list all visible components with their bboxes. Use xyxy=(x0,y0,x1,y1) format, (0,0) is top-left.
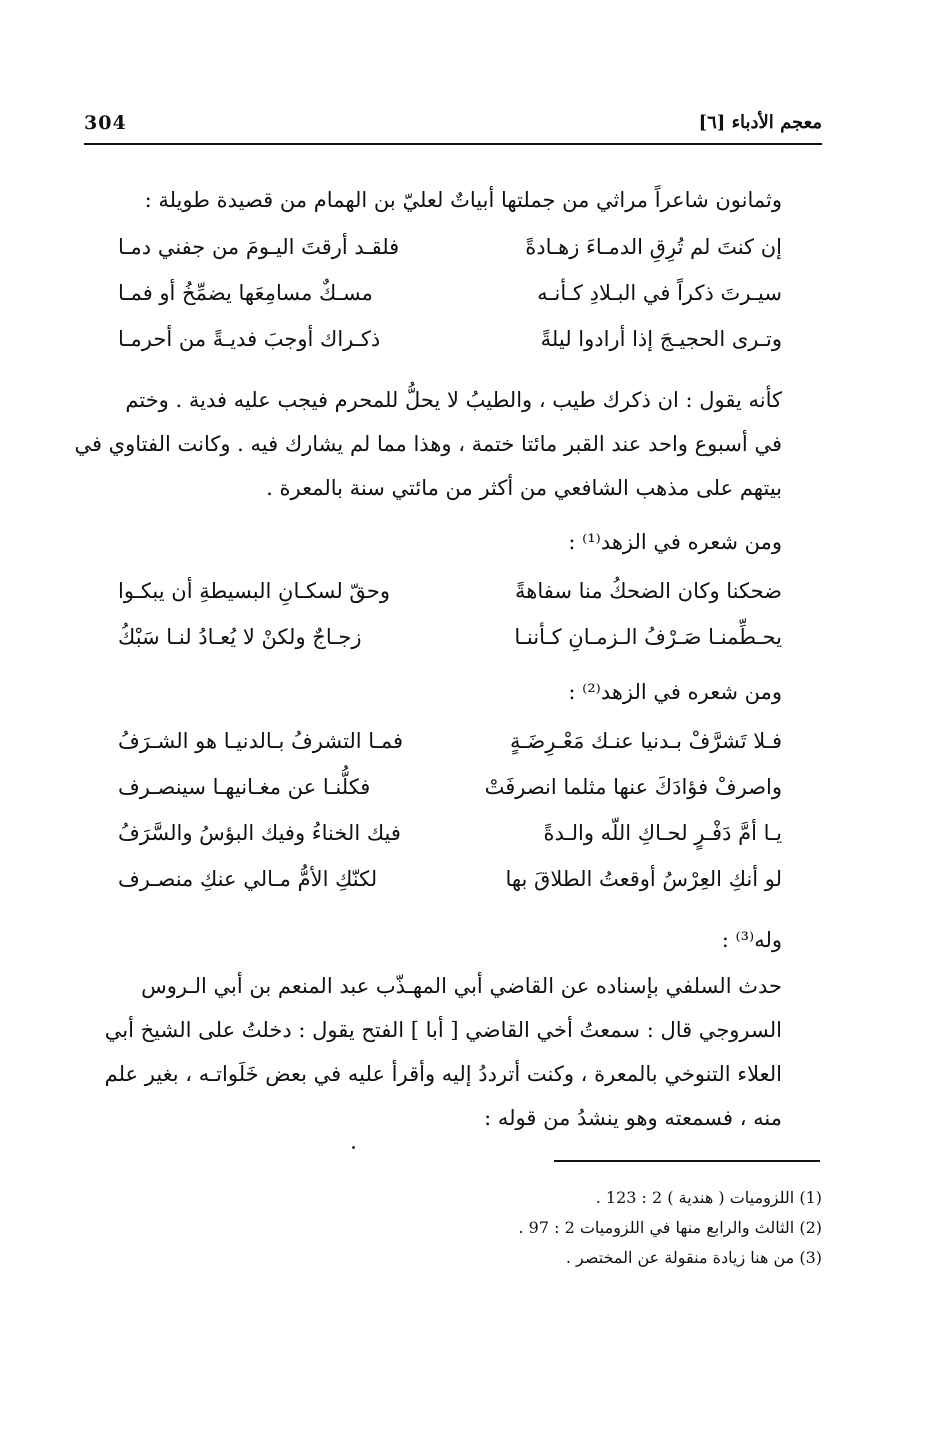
verse xyxy=(118,856,782,902)
footnote: (3) من هنا زيادة منقولة عن المختصر . xyxy=(565,1248,822,1267)
hemistich-second: فيك الخناءُ وفيك البؤسُ والسَّرَفُ xyxy=(118,821,401,845)
hemistich-second: ذكـراك أوجبَ فديـةً من أحرمـا xyxy=(118,327,381,351)
hemistich-first: واصرفْ فؤادَكَ عنها مثلما انصرفَتْ xyxy=(484,775,782,799)
hemistich-first: ضحكنا وكان الضحكُ منا سفاهةً xyxy=(514,579,782,603)
hemistich-second: وحقّ لسكـانِ البسيطةِ أن يبكـوا xyxy=(118,579,391,603)
paragraph-line: في أسبوع واحد عند القبر مائتا ختمة ، وهذا مما لم يشارك فيه . وكانت الفتاوي في xyxy=(74,432,782,456)
poem-zuhd-1 xyxy=(118,568,782,660)
hemistich-first: فـلا تَشرَّفْ بـدنيا عنـك مَعْـرِضَـةٍ xyxy=(509,729,782,753)
hemistich-first: يحـطِّمنـا صَـرْفُ الـزمـانِ كـأننـا xyxy=(514,625,782,649)
poem-elegy xyxy=(118,224,782,362)
page-header xyxy=(84,112,822,142)
verse xyxy=(118,568,782,614)
verse xyxy=(118,718,782,764)
footnote: (1) اللزوميات ( هندية ) 2 : 123 . xyxy=(595,1188,822,1207)
hemistich-first: لو أنكِ العِرْسُ أوقعتُ الطلاقَ بها xyxy=(505,867,782,891)
hemistich-second: مسـكٌ مسامِعَها يضمِّخُ أو فمـا xyxy=(118,281,373,305)
poem-zuhd-2 xyxy=(118,718,782,902)
scan-speck xyxy=(352,1146,355,1149)
verse xyxy=(118,270,782,316)
paragraph-line: كأنه يقول : ان ذكرك طيب ، والطيبُ لا يحلُّ للمحرم فيجب عليه فدية . وختم xyxy=(125,388,782,412)
paragraph-line: منه ، فسمعته وهو ينشدُ من قوله : xyxy=(484,1106,782,1130)
hemistich-second: فمـا التشرفُ بـالدنيـا هو الشـرَفُ xyxy=(118,729,404,753)
hemistich-second: فكلُّنـا عن مغـانيهـا سينصـرف xyxy=(118,775,371,799)
hemistich-first: إن كنتَ لم تُرِقِ الدمـاءَ زهـادةً xyxy=(525,235,782,259)
verse xyxy=(118,316,782,362)
paragraph-line: السروجي قال : سمعتُ أخي القاضي [ أبا ] الفتح يقول : دخلتُ على الشيخ أبي xyxy=(104,1018,782,1042)
intro-line: وثمانون شاعراً مراثي من جملتها أبياتٌ لعليّ بن الهمام من قصيدة طويلة : xyxy=(144,188,782,212)
hemistich-first: يـا أمَّ دَفْـرٍ لحـاكِ اللّه والـدةً xyxy=(543,821,782,845)
hemistich-second: لكنّكِ الأمُّ مـالي عنكِ منصـرف xyxy=(118,867,378,891)
paragraph-line: حدث السلفي بإسناده عن القاضي أبي المهـذّب عبد المنعم بن أبي الـروس xyxy=(141,974,782,998)
page-number: 304 xyxy=(84,112,127,134)
running-title: معجم الأدباء [٦] xyxy=(698,112,822,133)
header-rule xyxy=(84,143,822,145)
paragraph-line: العلاء التنوخي بالمعرة ، وكنت أترددُ إليه وأقرأ عليه في بعض خَلَواتـه ، بغير علم xyxy=(104,1062,782,1086)
footnote-rule xyxy=(554,1160,820,1162)
paragraph-line: بيتهم على مذهب الشافعي من أكثر من مائتي سنة بالمعرة . xyxy=(266,476,782,500)
hemistich-first: وتـرى الحجيـجَ إذا أرادوا ليلةً xyxy=(540,327,782,351)
footnote: (2) الثالث والرابع منها في اللزوميات 2 : 97 . xyxy=(518,1218,822,1237)
section-intro-zuhd-1: ومن شعره في الزهد⁽¹⁾ : xyxy=(568,530,782,554)
verse xyxy=(118,614,782,660)
commentary-paragraph xyxy=(74,378,782,510)
verse xyxy=(118,764,782,810)
hemistich-first: سيـرتَ ذكراً في البـلادِ كـأنـه xyxy=(537,281,782,305)
hemistich-second: فلقـد أرقتَ اليـومَ من جفني دمـا xyxy=(118,235,400,259)
verse xyxy=(118,224,782,270)
verse xyxy=(118,810,782,856)
section-intro-wa-lahu: وله⁽³⁾ : xyxy=(721,928,782,952)
footnotes xyxy=(300,1183,822,1273)
narrative-paragraph xyxy=(78,964,782,1140)
hemistich-second: زجـاجٌ ولكنْ لا يُعـادُ لنـا سَبْكُ xyxy=(118,625,362,649)
section-intro-zuhd-2: ومن شعره في الزهد⁽²⁾ : xyxy=(568,680,782,704)
